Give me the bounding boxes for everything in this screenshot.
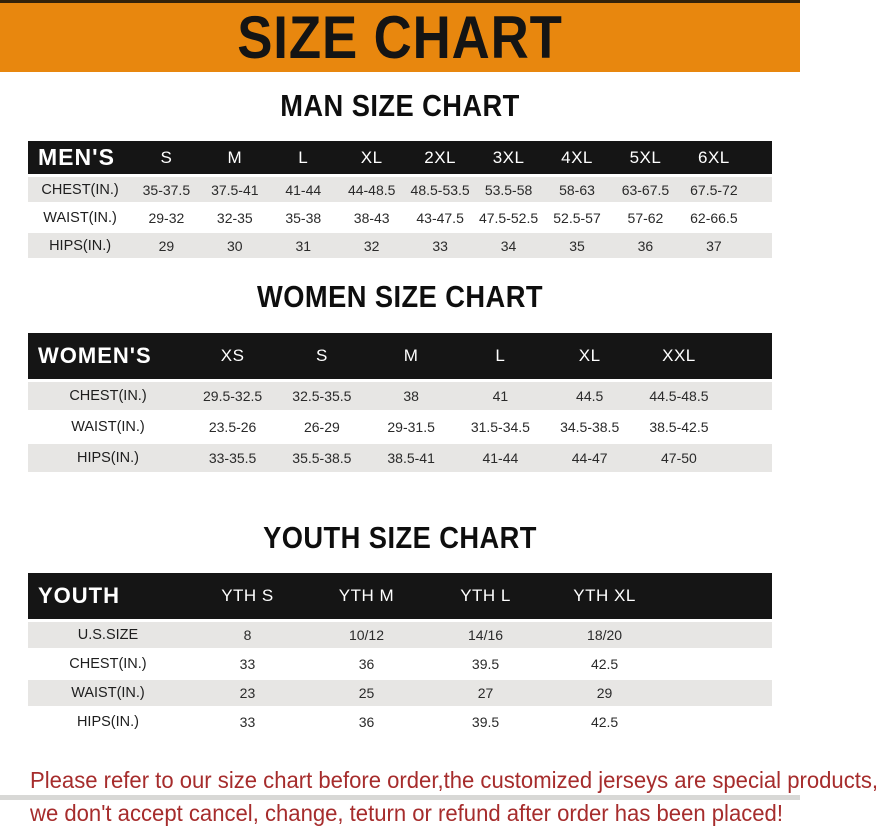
- cell: 31: [269, 233, 337, 258]
- cell: 23: [188, 680, 307, 706]
- table-row: [28, 205, 772, 230]
- cell: 37: [680, 233, 748, 258]
- cell: 29: [545, 680, 664, 706]
- men-section-heading: MAN SIZE CHART: [280, 88, 520, 123]
- table-header-row: [28, 141, 772, 174]
- cell: 26-29: [277, 413, 366, 441]
- cell: 57-62: [611, 205, 679, 230]
- column-header: XS: [188, 333, 277, 379]
- cell: 10/12: [307, 622, 426, 648]
- table-row: [28, 382, 772, 410]
- table-header-row: [28, 333, 772, 379]
- cell: 38-43: [337, 205, 405, 230]
- cell: 33: [188, 651, 307, 677]
- cell: 36: [307, 709, 426, 735]
- cell: 63-67.5: [611, 177, 679, 202]
- spacer-cell: [664, 709, 772, 735]
- cell: 29-31.5: [367, 413, 456, 441]
- youth-section-heading: YOUTH SIZE CHART: [263, 520, 537, 555]
- column-header: 6XL: [680, 141, 748, 174]
- table-row: [28, 622, 772, 648]
- column-header: L: [269, 141, 337, 174]
- bottom-strip: [0, 795, 800, 800]
- table-row: [28, 680, 772, 706]
- table-row: [28, 444, 772, 472]
- cell: 35-38: [269, 205, 337, 230]
- table-header-row: [28, 573, 772, 619]
- banner: [0, 0, 800, 72]
- table-label: WOMEN'S: [28, 333, 188, 379]
- cell: 44.5-48.5: [634, 382, 723, 410]
- spacer-cell: [748, 177, 772, 202]
- cell: 38.5-42.5: [634, 413, 723, 441]
- cell: 18/20: [545, 622, 664, 648]
- cell: 42.5: [545, 651, 664, 677]
- cell: 29: [132, 233, 200, 258]
- cell: 38: [367, 382, 456, 410]
- column-header: YTH S: [188, 573, 307, 619]
- cell: 44.5: [545, 382, 634, 410]
- women-size-table: [28, 330, 772, 475]
- banner-title: SIZE CHART: [237, 4, 563, 71]
- column-header: YTH XL: [545, 573, 664, 619]
- cell: 8: [188, 622, 307, 648]
- footer-line-2: we don't accept cancel, change, teturn or refund after order has been placed!: [30, 800, 783, 826]
- spacer-cell: [664, 622, 772, 648]
- column-header: 3XL: [474, 141, 542, 174]
- column-header: XL: [337, 141, 405, 174]
- youth-size-table: [28, 570, 772, 738]
- column-header: L: [456, 333, 545, 379]
- cell: 41: [456, 382, 545, 410]
- column-header: YTH L: [426, 573, 545, 619]
- row-label: U.S.SIZE: [28, 622, 188, 648]
- cell: 67.5-72: [680, 177, 748, 202]
- column-header: XXL: [634, 333, 723, 379]
- row-label: HIPS(IN.): [28, 709, 188, 735]
- cell: 34.5-38.5: [545, 413, 634, 441]
- row-label: WAIST(IN.): [28, 680, 188, 706]
- table-label: YOUTH: [28, 573, 188, 619]
- spacer-cell: [664, 573, 772, 619]
- spacer-cell: [664, 680, 772, 706]
- row-label: WAIST(IN.): [28, 413, 188, 441]
- cell: 29-32: [132, 205, 200, 230]
- cell: 47.5-52.5: [474, 205, 542, 230]
- row-label: WAIST(IN.): [28, 205, 132, 230]
- cell: 34: [474, 233, 542, 258]
- column-header: XL: [545, 333, 634, 379]
- row-label: HIPS(IN.): [28, 233, 132, 258]
- cell: 47-50: [634, 444, 723, 472]
- column-header: 4XL: [543, 141, 611, 174]
- cell: 53.5-58: [474, 177, 542, 202]
- cell: 23.5-26: [188, 413, 277, 441]
- column-header: M: [201, 141, 269, 174]
- spacer-cell: [748, 233, 772, 258]
- column-header: M: [367, 333, 456, 379]
- cell: 39.5: [426, 709, 545, 735]
- cell: 35: [543, 233, 611, 258]
- cell: 36: [611, 233, 679, 258]
- spacer-cell: [724, 413, 772, 441]
- column-header: 2XL: [406, 141, 474, 174]
- cell: 29.5-32.5: [188, 382, 277, 410]
- column-header: YTH M: [307, 573, 426, 619]
- cell: 36: [307, 651, 426, 677]
- cell: 35.5-38.5: [277, 444, 366, 472]
- cell: 33: [188, 709, 307, 735]
- cell: 38.5-41: [367, 444, 456, 472]
- cell: 37.5-41: [201, 177, 269, 202]
- cell: 44-48.5: [337, 177, 405, 202]
- row-label: CHEST(IN.): [28, 177, 132, 202]
- cell: 31.5-34.5: [456, 413, 545, 441]
- cell: 14/16: [426, 622, 545, 648]
- column-header: S: [277, 333, 366, 379]
- cell: 41-44: [456, 444, 545, 472]
- cell: 52.5-57: [543, 205, 611, 230]
- cell: 62-66.5: [680, 205, 748, 230]
- column-header: 5XL: [611, 141, 679, 174]
- cell: 39.5: [426, 651, 545, 677]
- table-label: MEN'S: [28, 141, 132, 174]
- cell: 48.5-53.5: [406, 177, 474, 202]
- cell: 41-44: [269, 177, 337, 202]
- row-label: HIPS(IN.): [28, 444, 188, 472]
- cell: 32.5-35.5: [277, 382, 366, 410]
- column-header: S: [132, 141, 200, 174]
- table-row: [28, 413, 772, 441]
- spacer-cell: [748, 141, 772, 174]
- footer-line-1: Please refer to our size chart before order,the customized jerseys are special products,: [30, 767, 878, 793]
- cell: 33-35.5: [188, 444, 277, 472]
- cell: 35-37.5: [132, 177, 200, 202]
- cell: 58-63: [543, 177, 611, 202]
- table-row: [28, 233, 772, 258]
- spacer-cell: [724, 382, 772, 410]
- cell: 43-47.5: [406, 205, 474, 230]
- spacer-cell: [748, 205, 772, 230]
- row-label: CHEST(IN.): [28, 382, 188, 410]
- spacer-cell: [724, 333, 772, 379]
- section-youth: [0, 520, 800, 738]
- section-women: [0, 279, 800, 475]
- table-row: [28, 177, 772, 202]
- section-men: [0, 88, 800, 261]
- cell: 42.5: [545, 709, 664, 735]
- spacer-cell: [664, 651, 772, 677]
- spacer-cell: [724, 444, 772, 472]
- row-label: CHEST(IN.): [28, 651, 188, 677]
- cell: 32: [337, 233, 405, 258]
- table-row: [28, 651, 772, 677]
- table-row: [28, 709, 772, 735]
- cell: 25: [307, 680, 426, 706]
- women-section-heading: WOMEN SIZE CHART: [257, 279, 543, 314]
- cell: 27: [426, 680, 545, 706]
- cell: 44-47: [545, 444, 634, 472]
- men-size-table: [28, 138, 772, 261]
- cell: 32-35: [201, 205, 269, 230]
- cell: 30: [201, 233, 269, 258]
- cell: 33: [406, 233, 474, 258]
